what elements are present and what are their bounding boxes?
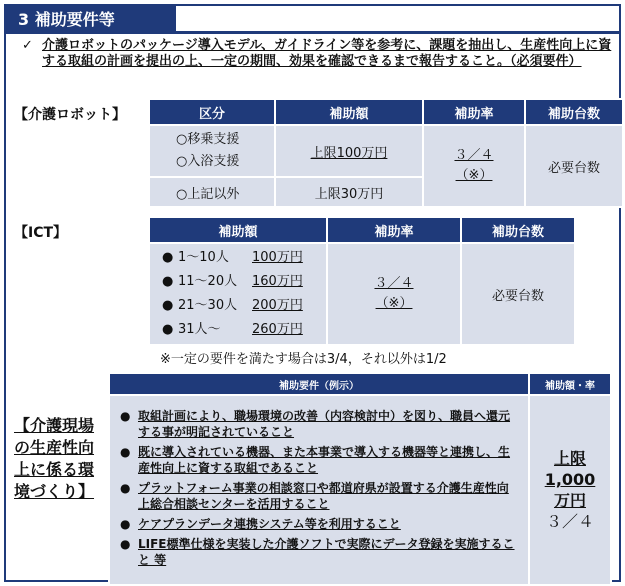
robot-header-category: 区分: [149, 99, 275, 125]
intro-requirement: [22, 38, 612, 70]
env-requirements-list: [110, 402, 528, 578]
robot-header-rate: 補助率: [423, 99, 525, 125]
ict-rate-cell: [327, 243, 461, 345]
env-label: 【介護現場の生産性向上に係る環境づくり】: [14, 416, 95, 501]
ict-table: [148, 216, 576, 346]
robot-category-cell: [149, 125, 275, 177]
requirement-item: ● 取組計画により、職場環境の改善（内容検討中）を図り、職員へ還元する事が明記されていること: [120, 409, 511, 439]
env-amount-line1: 上限: [553, 449, 586, 468]
intro-text: 介護ロボットのパッケージ導入モデル、ガイドライン等を参考に、課題を抽出し、生産性向上に資する取組の計画を提出の上、一定の期間、効果を確認できるまで報告すること。（必須要件）: [42, 38, 612, 69]
env-table: [108, 372, 612, 586]
env-header-amount: 補助額・率: [529, 373, 611, 395]
robot-rate-cell: [423, 125, 525, 207]
robot-rate-note: （※）: [455, 168, 493, 183]
requirement-item: ● プラットフォーム事業の相談窓口や都道府県が設置する介護生産性向上総合相談センターを活用すること: [120, 481, 509, 511]
ict-amount-item: ● 1～10人 100万円: [162, 250, 303, 265]
ict-rate: ３／４: [374, 276, 414, 291]
ict-label: 【ICT】: [14, 225, 68, 241]
robot-category-bathing: ○入浴支援: [176, 154, 240, 169]
ict-amount-cell: [149, 243, 327, 345]
ict-header-units: 補助台数: [461, 217, 575, 243]
rate-note: ※一定の要件を満たす場合は3/4，それ以外は1/2: [160, 352, 447, 367]
ict-header-amount: 補助額: [149, 217, 327, 243]
check-icon: ✓: [22, 38, 33, 53]
requirement-item: ● LIFE標準仕様を実装した介護ソフトで実際にデータ登録を実施すること 等: [120, 537, 515, 567]
env-requirements-cell: [109, 395, 529, 585]
robot-category-transfer: ○移乗支援: [176, 132, 240, 147]
ict-amount-list: [150, 246, 326, 342]
env-rate: ３／４: [545, 512, 594, 531]
ict-amount-item: ● 21～30人 200万円: [162, 298, 303, 313]
robot-amount-1: 上限100万円: [275, 125, 423, 177]
env-amount-cell: [529, 395, 611, 585]
ict-amount-item: ● 31人～ 260万円: [162, 322, 303, 337]
section-title: 3 補助要件等: [6, 6, 176, 34]
env-amount-line3: 万円: [553, 491, 586, 510]
ict-units: 必要台数: [461, 243, 575, 345]
requirement-item: ● 既に導入されている機器、また本事業で導入する機器等と連携し、生産性向上に資する取組であること: [120, 445, 511, 475]
ict-rate-note: （※）: [375, 296, 413, 311]
env-header-requirements: 補助要件（例示）: [109, 373, 529, 395]
robot-header-units: 補助台数: [525, 99, 623, 125]
robot-units: 必要台数: [525, 125, 623, 207]
robot-table: [148, 98, 624, 208]
ict-header-rate: 補助率: [327, 217, 461, 243]
robot-label: 【介護ロボット】: [14, 107, 126, 123]
env-amount-line2: 1,000: [544, 470, 596, 489]
robot-category-other: ○上記以外: [149, 177, 275, 207]
robot-amount-2: 上限30万円: [275, 177, 423, 207]
requirement-item: ● ケアプランデータ連携システム等を利用すること: [120, 517, 401, 531]
robot-rate: ３／４: [454, 148, 494, 163]
robot-header-amount: 補助額: [275, 99, 423, 125]
title-rule: [176, 31, 621, 34]
ict-amount-item: ● 11～20人 160万円: [162, 274, 303, 289]
